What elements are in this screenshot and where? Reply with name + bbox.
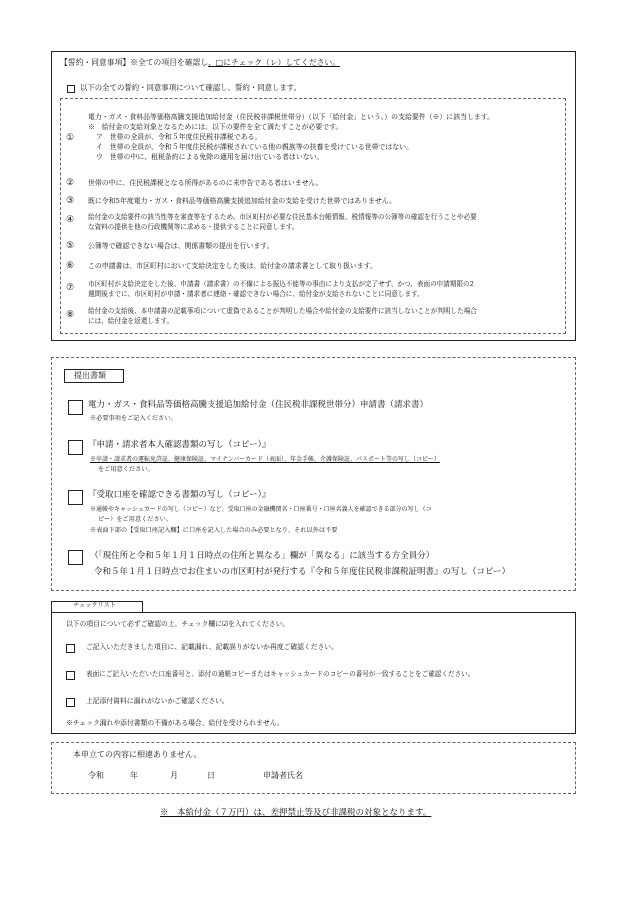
pledge-item-line: ア 世帯の全員が、令和５年度住民税非課税である。	[96, 133, 262, 141]
checklist-checkbox[interactable]	[66, 698, 75, 707]
pledge-item-line: ※ 給付金の支給対象となるためには、以下の要件を全て満たすことが必要です。	[88, 123, 343, 131]
checklist-intro: 以下の項目について必ずご確認の上、チェック欄に☑を入れてください。	[66, 620, 290, 628]
pledge-item-line: 給付金の支給要件の該当性等を審査等をするため、市区町村が必要な住民基本台帳情報、税情報等の公簿等の確認を行うことや必要	[88, 213, 477, 221]
pledge-item-line: 市区町村が支給決定をした後、申請書（請求書）の不備による振込不能等の事由により支払が完了せず、かつ、表面の申請期限の2	[88, 280, 474, 288]
pledge-item-line: 週間後までに、市区町村が申請・請求者に連絡・確認できない場合に、給付金が支給されないことに同意します。	[88, 290, 424, 298]
pledge-header-text: ※全ての項目を確認し	[130, 58, 209, 67]
pledge-item-number: ⑥	[66, 261, 75, 271]
document-checkbox[interactable]	[68, 400, 83, 415]
document-title: （「現住所と令和５年１月１日時点の住所と異なる」欄が「異なる」に該当する方全員分）	[90, 551, 435, 561]
checklist-checkbox[interactable]	[66, 671, 75, 680]
pledge-header	[60, 58, 340, 68]
pledge-item-line: この申請書は、市区町村において支給決定をした後は、給付金の請求書として取り扱います。	[88, 262, 377, 270]
document-note: ※表面下部の【受取口座記入欄】に口座を記入した場合のみ必要となり、それ以外は不要	[90, 527, 338, 534]
document-note: 令和５年１月１日時点でお住まいの市区町村が発行する『令和５年度住民税非課税証明書』の写し（コピー）	[94, 567, 511, 577]
document-note: ※必要事項をご記入ください。	[90, 415, 177, 422]
document-title: 『申請・請求者本人確認書類の写し（コピー）』	[88, 440, 271, 450]
checklist-footnote: ※チェック漏れや添付書類の不備がある場合、給付を受けられません。	[66, 719, 284, 727]
document-checkbox[interactable]	[68, 440, 83, 455]
signature-statement: 本申立ての内容に相違ありません。	[73, 750, 202, 759]
applicant-name-field[interactable]	[310, 766, 560, 784]
document-title: 『受取口座を確認できる書類の写し（コピー）』	[88, 490, 271, 500]
pledge-item-line: 電力・ガス・食料品等価格高騰支援追加給付金（住民税非課税世帯分）（以下「給付金」という。）の支給要件（※）に該当します。	[88, 113, 494, 121]
pledge-item-line: 世帯の中に、住民税課税となる所得があるのに未申告である者はいません。	[88, 179, 323, 187]
pledge-header-label: 【誓約・同意事項】	[60, 58, 131, 67]
pledge-item-line: には、給付金を返還します。	[88, 317, 174, 325]
checklist-item: ご記入いただきました項目に、記載漏れ、記載誤りがないか再度ご確認ください。	[86, 643, 338, 651]
pledge-item-line: な資料の提供を他の行政機関等に求める・提供することに同意します。	[88, 223, 299, 231]
document-note: をご用意ください。	[98, 466, 154, 473]
footer-note: ※ 本給付金（７万円）は、差押禁止等及び非課税の対象となります。	[160, 808, 432, 818]
pledge-item-number: ③	[66, 196, 75, 206]
pledge-item-number: ⑧	[66, 310, 75, 320]
pledge-item-line: 既に令和5年度電力・ガス・食料品等価格高騰支援追加給付金の支給を受けた世帯ではありません。	[88, 197, 396, 205]
documents-title: 提出書類	[74, 371, 106, 380]
document-title: 電力・ガス・食料品等価格高騰支援追加給付金（住民税非課税世帯分）申請書（請求書）	[88, 400, 429, 410]
pledge-header-underline: 、□にチェック（レ）してください。	[208, 58, 341, 67]
signature-month-label: 月	[170, 771, 178, 780]
pledge-item-line: ウ 世帯の中に、租税条約による免除の適用を届け出ている者はいない。	[96, 153, 324, 161]
pledge-item-number: ④	[66, 215, 75, 225]
applicant-name-label: 申請者氏名	[263, 771, 303, 780]
checklist-item: 上記添付資料に漏れがないかご確認ください。	[86, 697, 229, 705]
checklist-item: 表面にご記入いただいた口座番号と、添付の通帳コピーまたはキャッシュカードのコピーの番号が一致することをご確認ください。	[86, 670, 475, 678]
pledge-item-number: ①	[66, 133, 75, 143]
pledge-item-line: 給付金の支給後、本申請書の記載事項について虚偽であることが判明した場合や給付金の支給要件に該当しないことが判明した場合	[88, 307, 477, 315]
checklist-checkbox[interactable]	[66, 644, 75, 653]
agree-all-label: 以下の全ての誓約・同意事項について確認し、誓約・同意します。	[80, 83, 301, 92]
signature-year-label: 年	[130, 771, 138, 780]
signature-era: 令和	[88, 771, 104, 780]
checklist-title: チェックリスト	[73, 602, 117, 609]
pledge-item-number: ⑦	[66, 283, 75, 293]
pledge-item-number: ⑤	[66, 241, 75, 251]
pledge-item-line: イ 世帯の全員が、令和５年度住民税が課税されている他の親族等の扶養を受けている世帯ではない。	[96, 143, 413, 151]
pledge-item-line: 公簿等で確認できない場合は、関係書類の提出を行います。	[88, 242, 274, 250]
agree-all-checkbox[interactable]	[67, 85, 75, 93]
document-note: ※通帳やキャッシュカードの写し（コピー）など、受取口座の金融機関名・口座番号・口座名義人を確認できる部分の写し（コ	[90, 506, 432, 513]
document-note: ※申請・請求者の運転免許証、健康保険証、マイナンバーカード（表面）、年金手帳、介護保険証、パスポート等の写し（コピー）	[90, 456, 440, 463]
pledge-item-number: ②	[66, 178, 75, 188]
document-checkbox[interactable]	[68, 490, 83, 505]
document-checkbox[interactable]	[68, 550, 83, 565]
document-note: ピー）をご用意ください。	[98, 516, 173, 523]
signature-day-label: 日	[207, 771, 215, 780]
